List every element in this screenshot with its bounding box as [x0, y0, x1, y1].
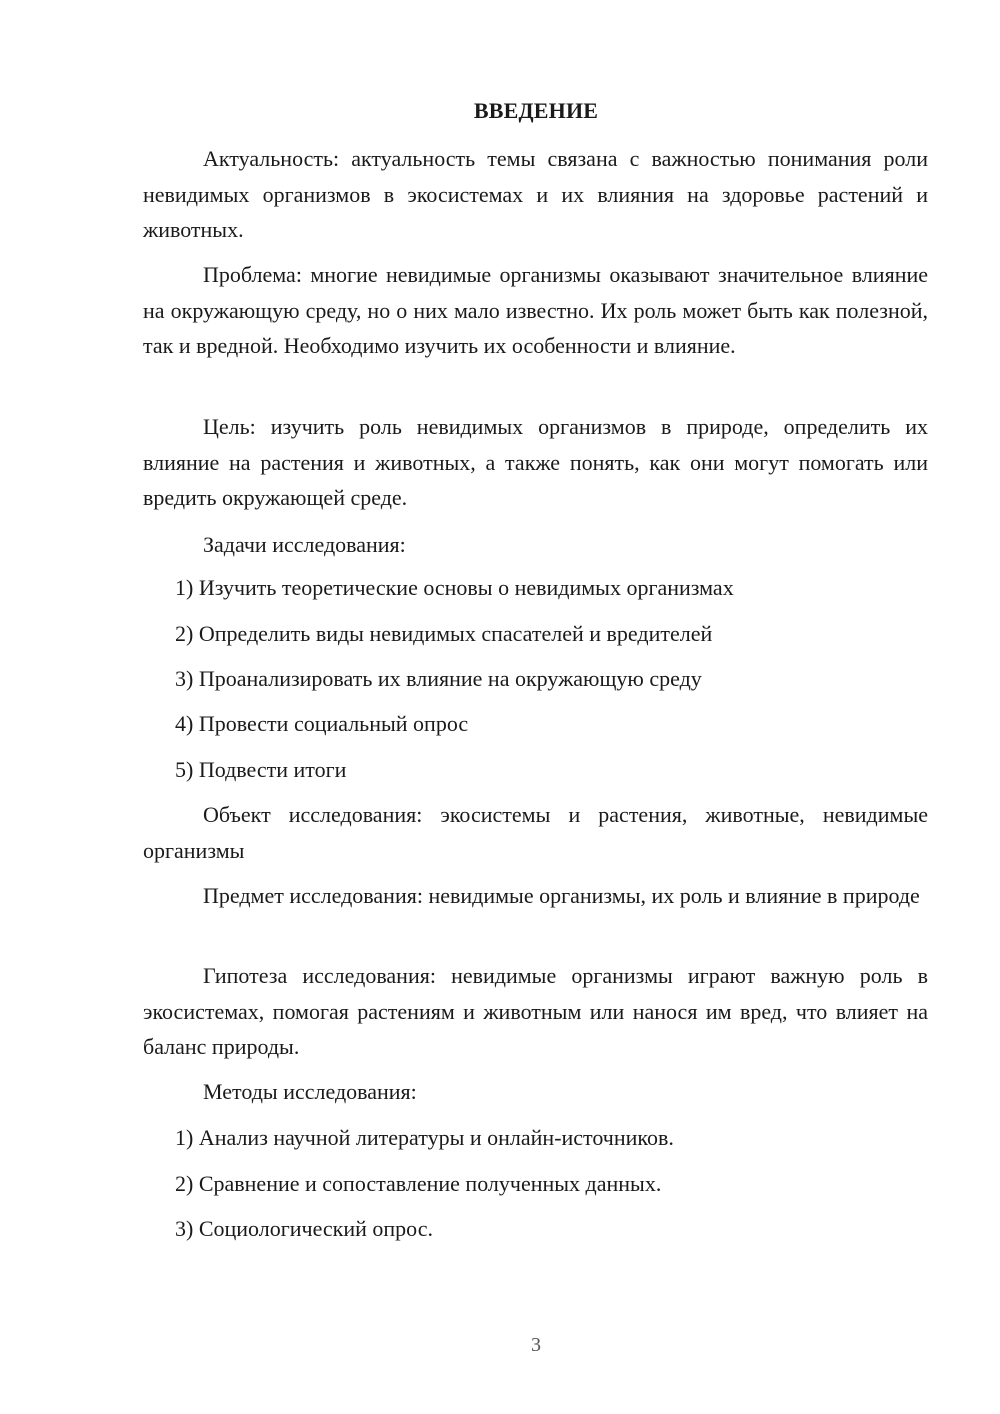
method-item-2: 2) Сравнение и сопоставление полученных данных. — [175, 1171, 662, 1196]
task-item-4: 4) Провести социальный опрос — [175, 711, 469, 736]
subject-paragraph: Предмет исследования: невидимые организмы, их роль и влияние в природе — [203, 883, 920, 908]
task-item-2: 2) Определить виды невидимых спасателей и вредителей — [175, 621, 713, 646]
relevance-paragraph: Актуальность: актуальность темы связана с важностью понимания роли невидимых организмов в экосистемах и их влияния на здоровье растений и животных. — [143, 146, 928, 242]
task-item-1: 1) Изучить теоретические основы о невидимых организмах — [175, 575, 734, 600]
goal-paragraph: Цель: изучить роль невидимых организмов в природе, определить их влияние на растения и животных, а также понять, как они могут помогать или вредить окружающей среде. — [143, 414, 928, 510]
method-item-1: 1) Анализ научной литературы и онлайн-источников. — [175, 1125, 674, 1150]
page-number: 3 — [531, 1334, 541, 1356]
task-item-5: 5) Подвести итоги — [175, 757, 347, 782]
methods-heading: Методы исследования: — [203, 1079, 417, 1104]
tasks-heading: Задачи исследования: — [203, 532, 406, 557]
problem-paragraph: Проблема: многие невидимые организмы оказывают значительное влияние на окружающую среду, но о них мало известно. Их роль может быть как полезной, так и вредной. Необходимо изучить их особенности и влияние. — [143, 262, 928, 358]
page-title: ВВЕДЕНИЕ — [473, 98, 599, 123]
method-item-3: 3) Социологический опрос. — [175, 1216, 433, 1241]
task-item-3: 3) Проанализировать их влияние на окружающую среду — [175, 666, 702, 691]
hypothesis-paragraph: Гипотеза исследования: невидимые организмы играют важную роль в экосистемах, помогая растениям и животным или нанося им вред, что влияет на баланс природы. — [143, 963, 928, 1059]
object-paragraph: Объект исследования: экосистемы и растения, животные, невидимые организмы — [143, 802, 928, 863]
